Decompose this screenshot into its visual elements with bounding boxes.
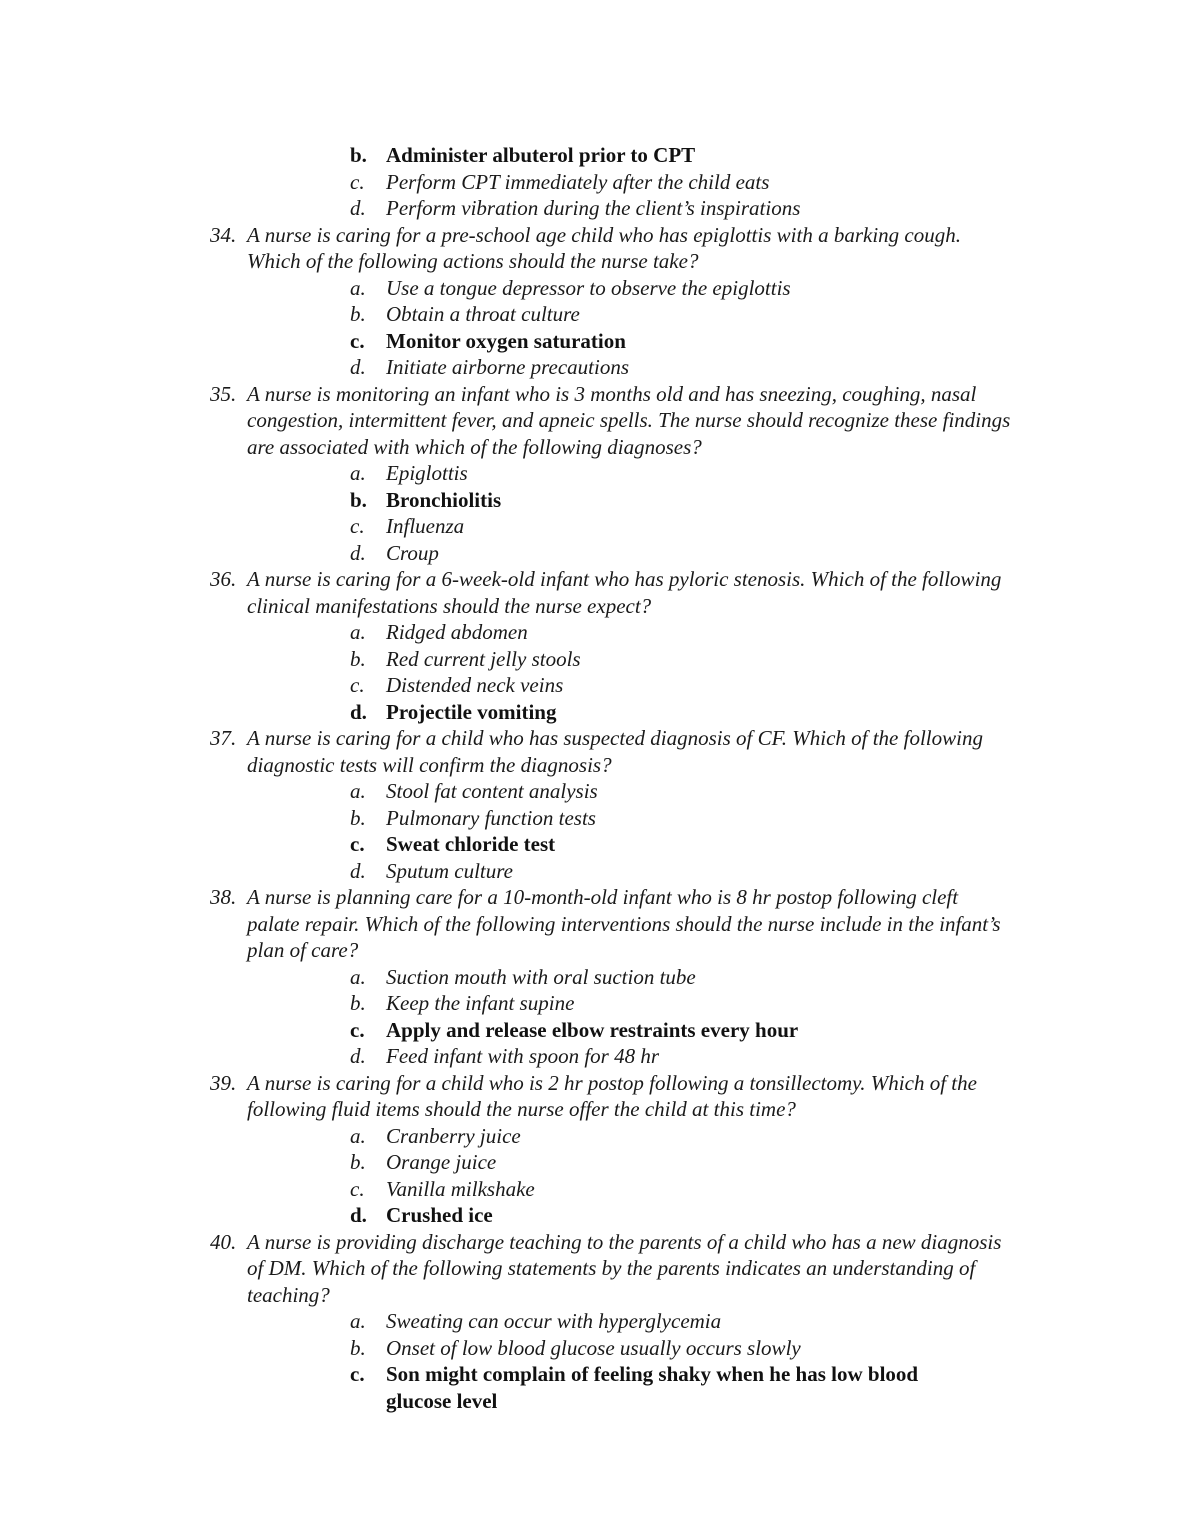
option-letter: a. [350, 964, 366, 989]
question-text: A nurse is monitoring an infant who is 3 months old and has sneezing, coughing, nasal congestion, intermittent fever, and apneic spells. The nurse should recognize these findings are associated with which of the following diagnoses? [247, 381, 1011, 459]
option-text: Onset of low blood glucose usually occurs slowly [386, 1335, 801, 1360]
answer-option-correct [350, 831, 1050, 858]
option-letter: b. [350, 1335, 366, 1360]
answer-option [350, 1335, 1050, 1362]
answer-option-correct [350, 1202, 1050, 1229]
option-letter: d. [350, 1203, 367, 1227]
option-letter: c. [350, 169, 365, 194]
option-text: Initiate airborne precautions [386, 355, 630, 379]
option-text: Use a tongue depressor to observe the epiglottis [386, 275, 791, 300]
option-text: Perform CPT immediately after the child eats [386, 169, 770, 194]
option-text: Influenza [386, 514, 465, 538]
question-stem [210, 884, 1050, 964]
option-text: Son might complain of feeling shaky when he has low blood glucose level [386, 1362, 919, 1413]
option-text: Obtain a throat culture [386, 302, 580, 326]
option-text: Suction mouth with oral suction tube [386, 964, 696, 989]
option-text: Bronchiolitis [386, 487, 502, 512]
answer-option-correct [350, 328, 1050, 355]
option-letter: d. [350, 196, 366, 220]
option-letter: b. [350, 991, 366, 1015]
question-number: 39. [210, 1070, 237, 1095]
exam-question-list [210, 142, 1050, 1414]
answer-option [350, 169, 1050, 196]
question-text: A nurse is planning care for a 10-month-old infant who is 8 hr postop following cleft palate repair. Which of the following interventions should the nurse include in the infant’s plan of care? [247, 885, 1001, 962]
answer-option [350, 540, 1050, 567]
option-letter: a. [350, 1309, 366, 1333]
option-text: Pulmonary function tests [386, 805, 596, 830]
option-text: Feed infant with spoon for 48 hr [386, 1044, 659, 1068]
option-text: Sputum culture [386, 858, 513, 883]
option-letter: a. [350, 620, 366, 644]
option-letter: c. [350, 328, 365, 353]
question-text: A nurse is caring for a child who is 2 hr postop following a tonsillectomy. Which of the following fluid items should the nurse offer the child at this time? [247, 1070, 977, 1121]
option-letter: b. [350, 1150, 366, 1174]
option-text: Apply and release elbow restraints every hour [386, 1017, 799, 1042]
question-number: 38. [210, 885, 237, 909]
answer-option [350, 805, 1050, 832]
option-letter: d. [350, 699, 367, 724]
answer-option [350, 1043, 1050, 1070]
question-text: A nurse is caring for a 6-week-old infant who has pyloric stenosis. Which of the following clinical manifestations should the nurse expect? [247, 567, 1002, 618]
question-stem [210, 566, 1050, 619]
option-letter: c. [350, 514, 365, 538]
option-letter: d. [350, 858, 366, 883]
answer-option-correct [350, 699, 1050, 726]
answer-option [350, 354, 1050, 381]
question-number: 35. [210, 381, 237, 406]
option-letter: b. [350, 143, 367, 167]
question-item [210, 566, 1050, 725]
question-item [210, 884, 1050, 1070]
option-text: Epiglottis [386, 461, 468, 485]
answer-option [350, 460, 1050, 487]
option-text: Monitor oxygen saturation [386, 328, 626, 353]
option-letter: c. [350, 673, 365, 697]
question-stem [210, 725, 1050, 778]
option-letter: c. [350, 1176, 365, 1201]
answer-option [350, 858, 1050, 885]
answer-option-correct [350, 1017, 1050, 1044]
answer-option [350, 1123, 1050, 1150]
question-text: A nurse is providing discharge teaching to the parents of a child who has a new diagnosis of DM. Which of the following statements by the parents indicates an understanding of teaching? [247, 1229, 1002, 1307]
option-letter: c. [350, 1017, 365, 1042]
option-letter: c. [350, 1362, 365, 1386]
question-text: A nurse is caring for a pre-school age child who has epiglottis with a barking cough. Which of the following actions should the nurse take? [247, 222, 961, 273]
option-text: Perform vibration during the client’s inspirations [386, 196, 801, 220]
question-number: 36. [210, 567, 237, 591]
question-text: A nurse is caring for a child who has suspected diagnosis of CF. Which of the following diagnostic tests will confirm the diagnosis? [247, 726, 983, 777]
answer-option [350, 672, 1050, 699]
question-item [210, 222, 1050, 381]
answer-option [350, 990, 1050, 1017]
question-stem [210, 1229, 1050, 1309]
question-stem [210, 222, 1050, 275]
answer-option [350, 195, 1050, 222]
option-letter: d. [350, 355, 366, 379]
option-text: Distended neck veins [386, 673, 564, 697]
option-letter: a. [350, 275, 366, 300]
option-letter: b. [350, 302, 366, 326]
option-letter: a. [350, 1123, 366, 1148]
option-text: Sweat chloride test [386, 832, 556, 856]
option-text: Sweating can occur with hyperglycemia [386, 1309, 722, 1333]
question-stem [210, 1070, 1050, 1123]
answer-option [350, 646, 1050, 673]
option-text: Stool fat content analysis [386, 779, 598, 803]
question-item [210, 725, 1050, 884]
option-text: Administer albuterol prior to CPT [386, 143, 696, 167]
question-stem [210, 381, 1050, 461]
answer-option [350, 1149, 1050, 1176]
option-text: Red current jelly stools [386, 646, 581, 671]
option-letter: d. [350, 540, 366, 565]
option-text: Ridged abdomen [386, 620, 528, 644]
answer-option [350, 964, 1050, 991]
answer-option [350, 619, 1050, 646]
question-item [210, 381, 1050, 567]
question-number: 34. [210, 222, 237, 247]
answer-option-correct [350, 1361, 1050, 1414]
answer-option-correct [350, 487, 1050, 514]
answer-option [350, 1176, 1050, 1203]
question-item [210, 1229, 1050, 1415]
answer-option-correct [350, 142, 1050, 169]
option-letter: d. [350, 1044, 366, 1068]
answer-option [350, 513, 1050, 540]
question-number: 37. [210, 726, 237, 750]
answer-option [350, 778, 1050, 805]
option-text: Keep the infant supine [386, 991, 575, 1015]
question-item [210, 1070, 1050, 1229]
option-text: Orange juice [386, 1150, 497, 1174]
answer-option [350, 275, 1050, 302]
option-letter: c. [350, 832, 365, 856]
question-number: 40. [210, 1229, 237, 1254]
option-text: Projectile vomiting [386, 699, 557, 724]
option-letter: b. [350, 805, 366, 830]
option-letter: b. [350, 487, 367, 512]
option-letter: b. [350, 646, 366, 671]
option-letter: a. [350, 461, 366, 485]
option-text: Cranberry juice [386, 1123, 521, 1148]
option-text: Croup [386, 540, 439, 565]
option-text: Crushed ice [386, 1203, 493, 1227]
answer-option [350, 301, 1050, 328]
option-text: Vanilla milkshake [386, 1176, 535, 1201]
option-letter: a. [350, 779, 366, 803]
answer-option [350, 1308, 1050, 1335]
